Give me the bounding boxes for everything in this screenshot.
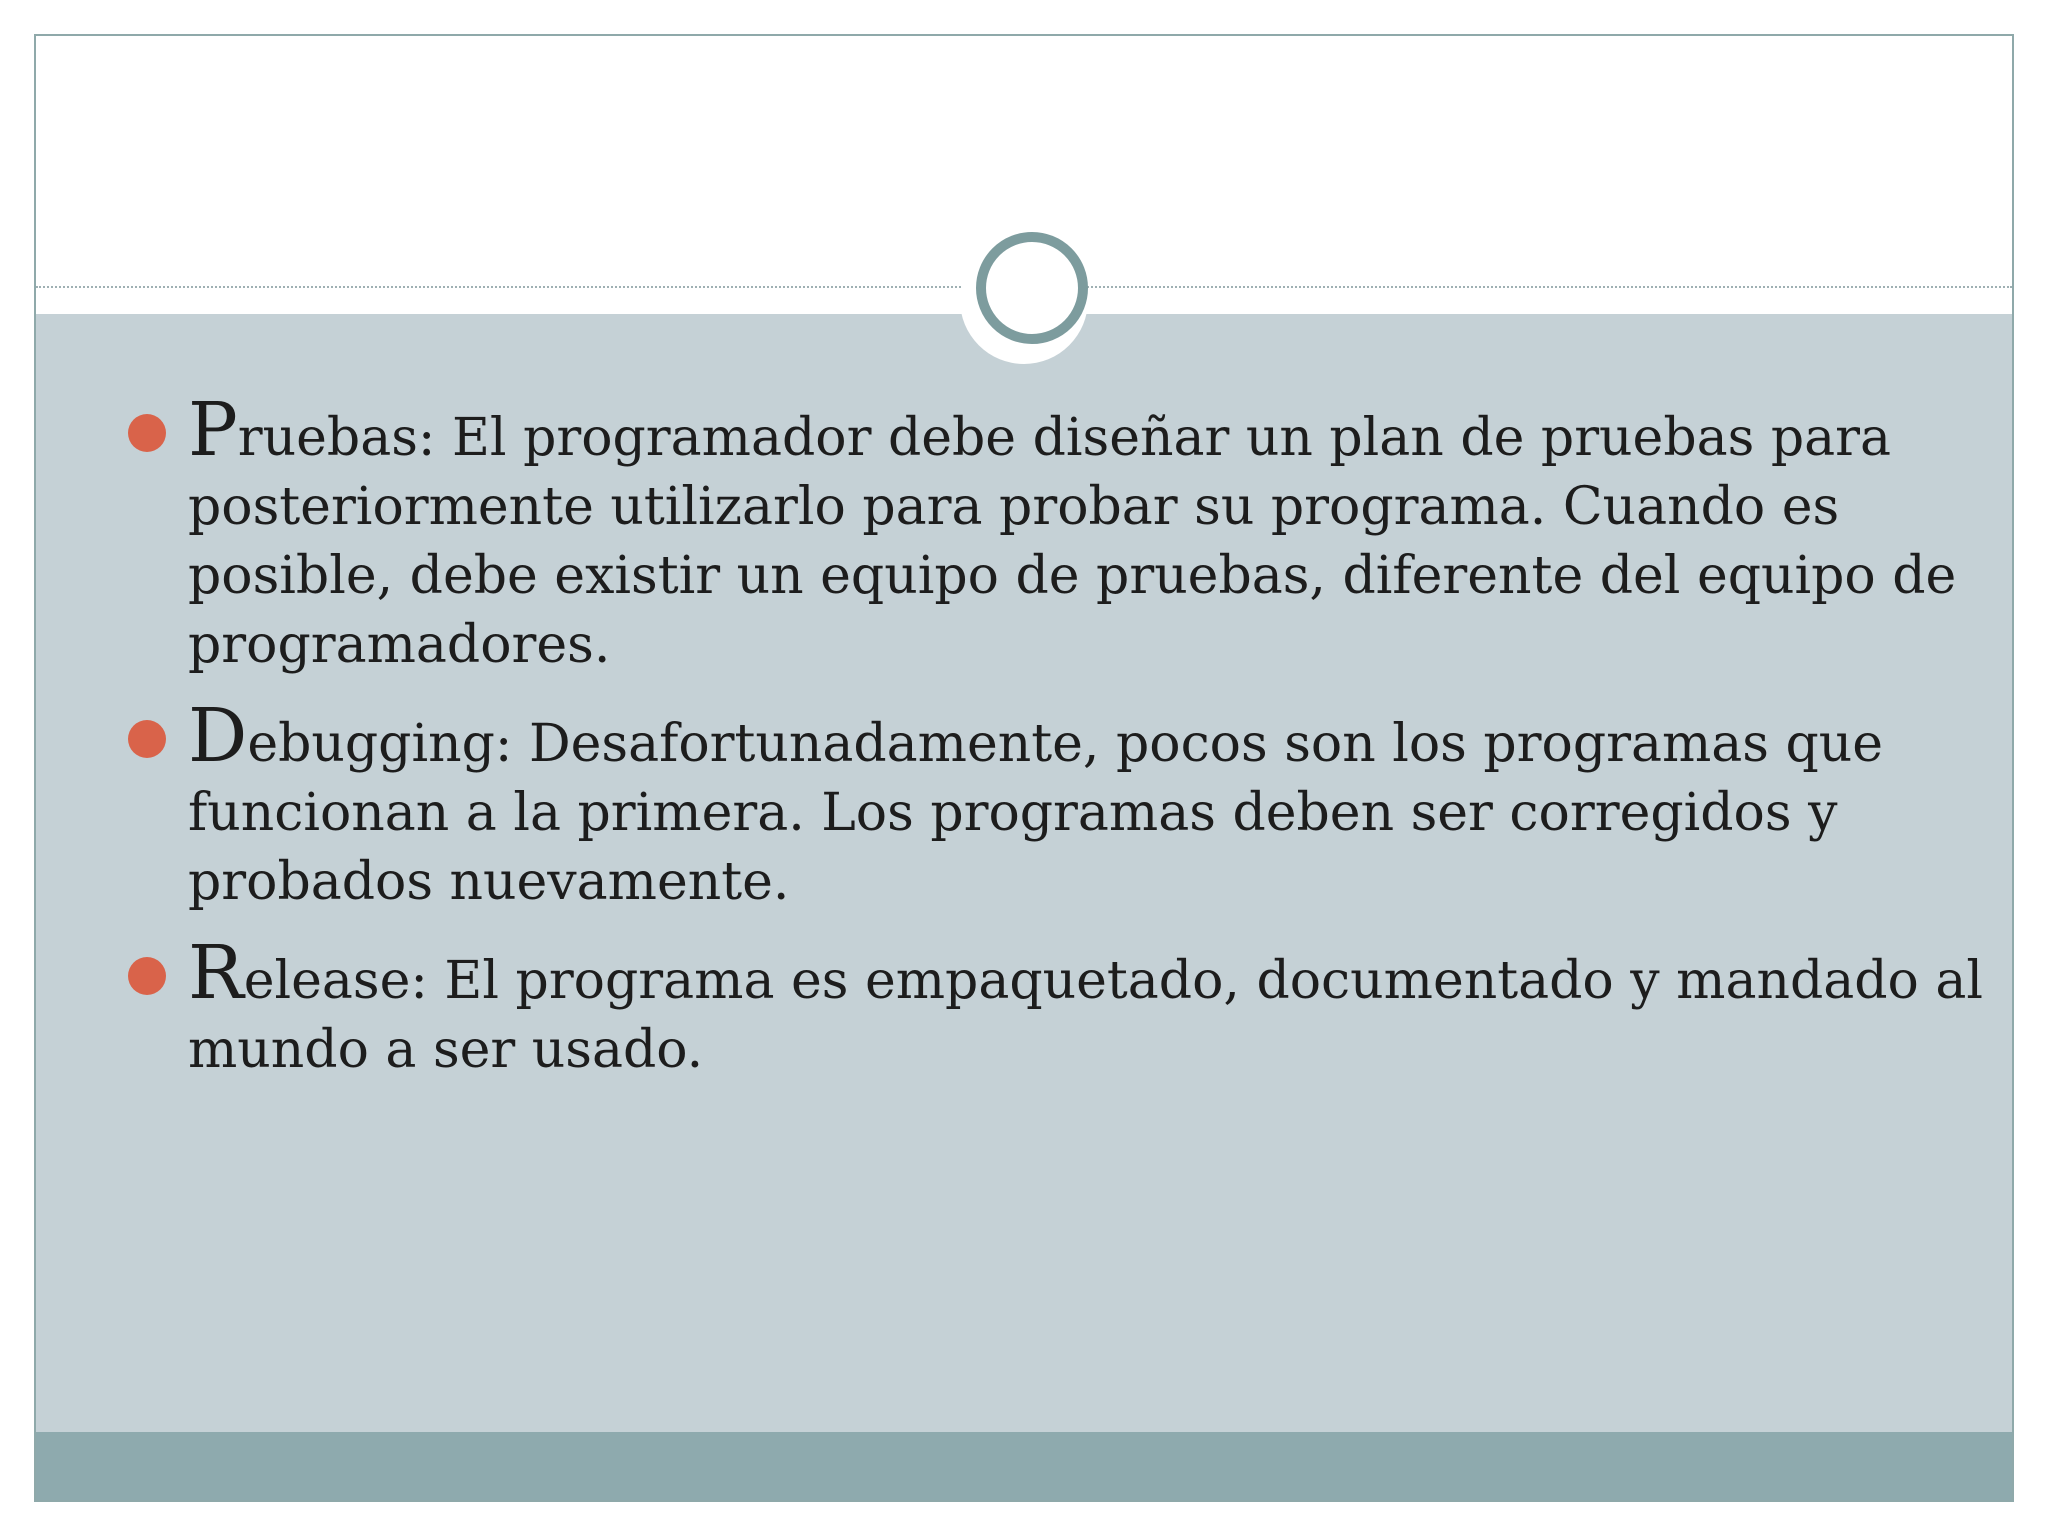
term-initial: R <box>188 930 244 1016</box>
bullet-item-debugging <box>96 693 1996 917</box>
term-initial: P <box>188 387 238 473</box>
term-initial: D <box>188 693 248 779</box>
bullet-dot-icon <box>128 720 166 758</box>
bullet-item-pruebas <box>96 387 1996 680</box>
bullet-list <box>96 387 1996 1107</box>
term-rest: elease: <box>243 951 428 1011</box>
bullet-text: El programa es empaquetado, documentado y mandado al mundo a ser usado. <box>188 951 1983 1080</box>
term-rest: ebugging: <box>247 714 513 774</box>
bullet-dot-icon <box>128 414 166 452</box>
slide <box>34 34 2014 1502</box>
bullet-dot-icon <box>128 957 166 995</box>
term-rest: ruebas: <box>237 408 436 468</box>
circle-ornament-icon <box>976 232 1088 344</box>
bullet-text: El programador debe diseñar un plan de pruebas para posteriormente utilizarlo para probar su programa. Cuando es posible, debe existir un equipo de pruebas, diferente del equipo de programadores. <box>188 408 1957 675</box>
slide-footer-bar <box>36 1432 2012 1502</box>
bullet-item-release <box>96 930 1996 1085</box>
bullet-text: Desafortunadamente, pocos son los programas que funcionan a la primera. Los programas deben ser corregidos y probados nuevamente. <box>188 714 1884 912</box>
